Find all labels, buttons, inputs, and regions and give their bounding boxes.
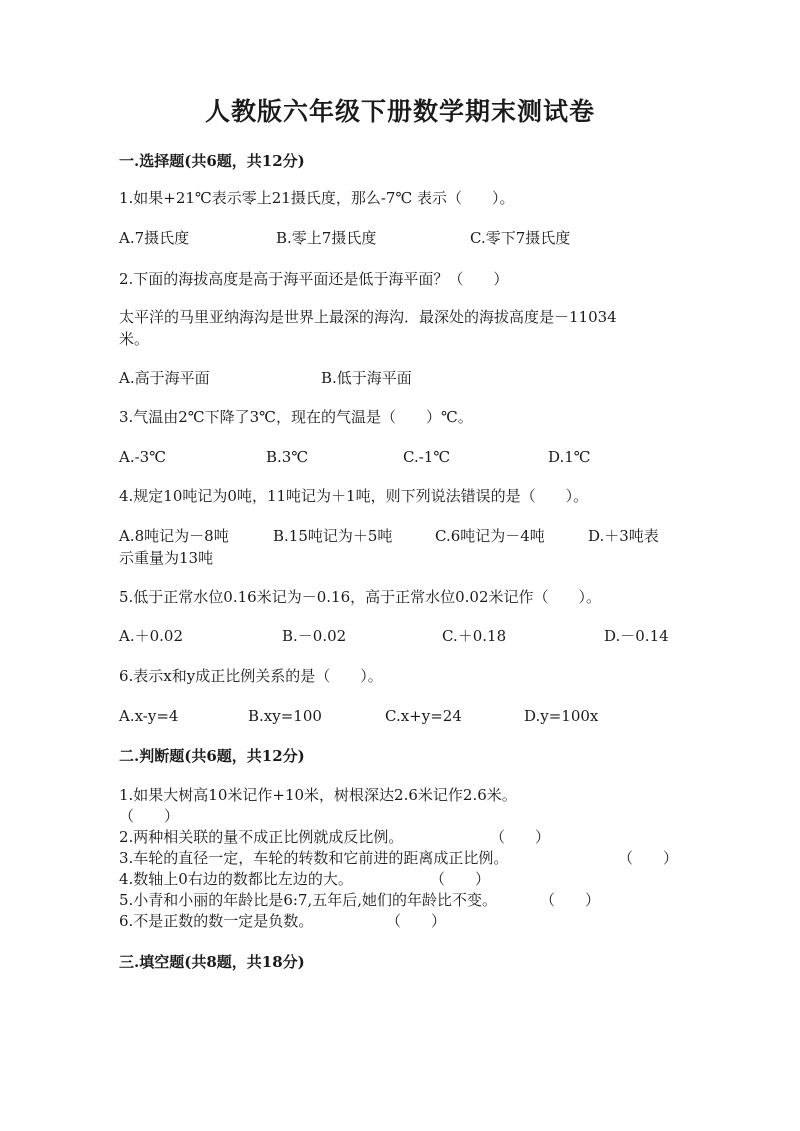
question-passage: 太平洋的马里亚纳海沟是世界上最深的海沟．最深处的海拔高度是－11034 bbox=[119, 308, 617, 326]
option-a: A.＋0.02 bbox=[119, 627, 183, 645]
option-c: C.x+y=24 bbox=[385, 707, 462, 725]
judge-item: 4.数轴上0右边的数都比左边的大。 bbox=[119, 870, 353, 888]
option-b: B.15吨记为＋5吨 bbox=[273, 527, 393, 545]
question-passage: 米。 bbox=[119, 330, 150, 348]
judge-item: 3.车轮的直径一定，车轮的转数和它前进的距离成正比例。 bbox=[119, 849, 509, 867]
option-a: A.-3℃ bbox=[119, 448, 166, 466]
question-text: 5.低于正常水位0.16米记为－0.16，高于正常水位0.02米记作（ ）。 bbox=[119, 588, 602, 606]
option-a: A.高于海平面 bbox=[119, 369, 210, 387]
option-b: B.xy=100 bbox=[248, 707, 322, 725]
judge-item: 1.如果大树高10米记作+10米，树根深达2.6米记作2.6米。 bbox=[119, 786, 517, 804]
answer-paren: （ ） bbox=[618, 849, 679, 867]
option-b: B.零上7摄氏度 bbox=[276, 229, 377, 247]
question-text: 4.规定10吨记为0吨，11吨记为＋1吨，则下列说法错误的是（ ）。 bbox=[119, 487, 589, 505]
option-a: A.8吨记为－8吨 bbox=[119, 527, 229, 545]
option-d: D.＋3吨表 bbox=[588, 527, 659, 545]
option-c: C.-1℃ bbox=[403, 448, 451, 466]
judge-item: 6.不是正数的数一定是负数。 bbox=[119, 912, 314, 930]
judge-item: 2.两种相关联的量不成正比例就成反比例。 bbox=[119, 828, 404, 846]
option-d: D.1℃ bbox=[548, 448, 591, 466]
option-a: A.x-y=4 bbox=[119, 707, 179, 725]
option-b: B.低于海平面 bbox=[321, 369, 412, 387]
answer-paren: （ ） bbox=[119, 807, 180, 825]
question-text: 3.气温由2℃下降了3℃，现在的气温是（ ）℃。 bbox=[119, 408, 473, 426]
question-text: 1.如果+21℃表示零上21摄氏度，那么-7℃ 表示（ ）。 bbox=[119, 189, 515, 207]
answer-paren: （ ） bbox=[386, 912, 447, 930]
question-text: 6.表示x和y成正比例关系的是（ ）。 bbox=[119, 667, 383, 685]
section-heading-fill: 三.填空题(共8题，共18分) bbox=[119, 953, 305, 971]
option-c: C.＋0.18 bbox=[442, 627, 507, 645]
section-heading-judge: 二.判断题(共6题，共12分) bbox=[119, 747, 305, 765]
option-a: A.7摄氏度 bbox=[119, 229, 190, 247]
answer-paren: （ ） bbox=[540, 891, 601, 909]
option-d: D.y=100x bbox=[524, 707, 599, 725]
section-heading-choice: 一.选择题(共6题，共12分) bbox=[119, 152, 305, 170]
option-c: C.6吨记为－4吨 bbox=[435, 527, 545, 545]
option-b: B.3℃ bbox=[266, 448, 309, 466]
option-c: C.零下7摄氏度 bbox=[470, 229, 571, 247]
judge-item: 5.小青和小丽的年龄比是6:7,五年后,她们的年龄比不变。 bbox=[119, 891, 497, 909]
option-d-continuation: 示重量为13吨 bbox=[119, 549, 214, 567]
page-title: 人教版六年级下册数学期末测试卷 bbox=[204, 97, 595, 126]
option-b: B.－0.02 bbox=[282, 627, 347, 645]
option-d: D.－0.14 bbox=[604, 627, 669, 645]
answer-paren: （ ） bbox=[430, 870, 491, 888]
answer-paren: （ ） bbox=[490, 828, 551, 846]
question-text: 2.下面的海拔高度是高于海平面还是低于海平面？（ ） bbox=[119, 270, 509, 288]
